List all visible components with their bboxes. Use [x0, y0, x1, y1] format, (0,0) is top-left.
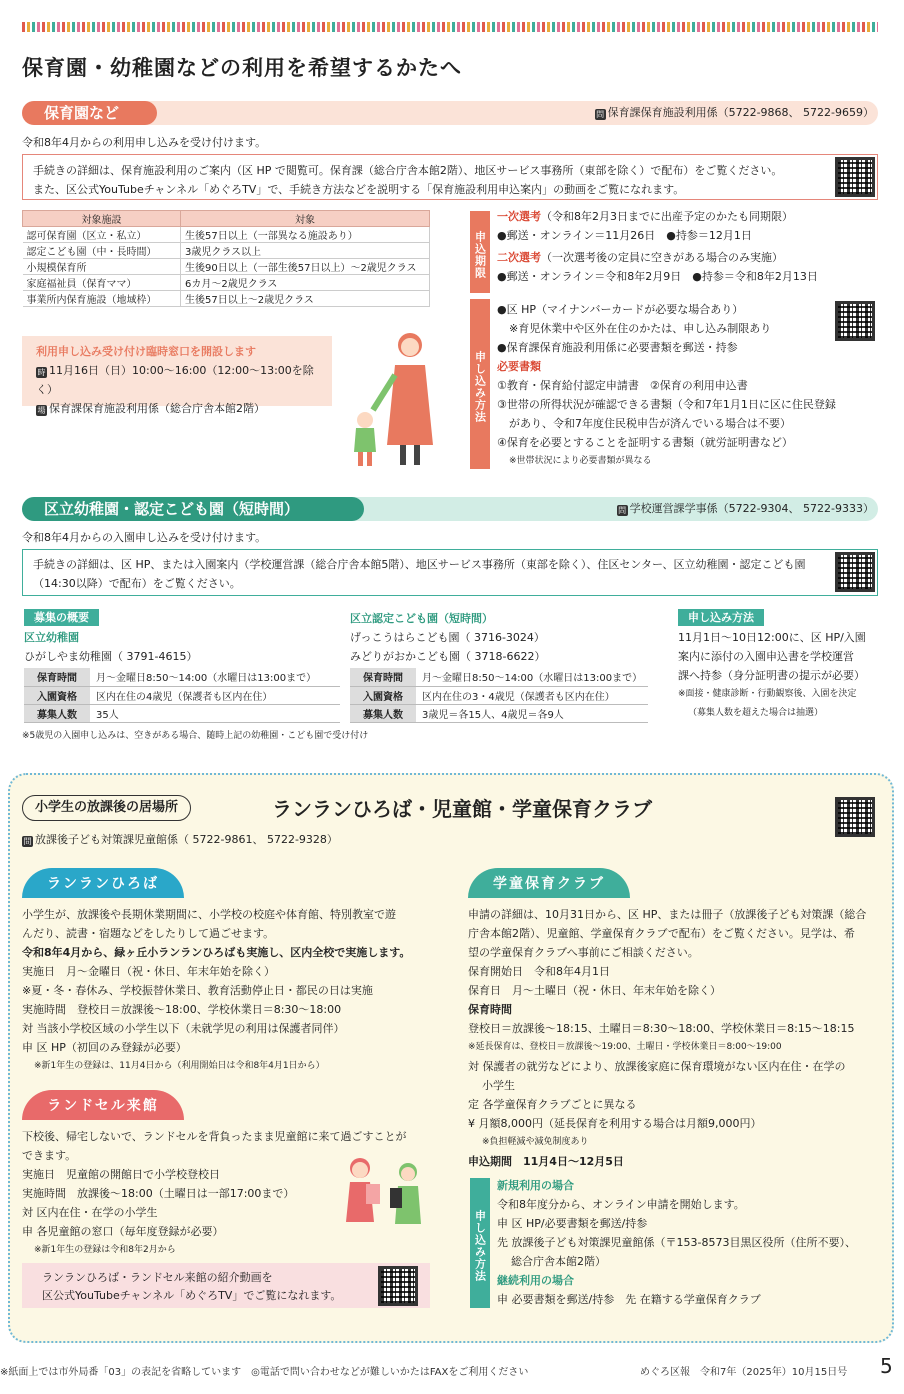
table-key: 募集人数	[350, 704, 416, 722]
period-first-dates: ●郵送・オンライン＝11月26日 ●持参＝12月1日	[497, 229, 752, 242]
detail-note: ※延長保育は、登校日＝放課後～19:00、土曜日・学校休業日＝8:00～19:00	[468, 1042, 782, 1052]
phone-icon: 問	[618, 506, 627, 515]
overview-label: 募集の概要	[24, 609, 99, 626]
period-second: 二次選考	[497, 251, 541, 264]
clock-icon: 時	[37, 368, 46, 377]
table-key: 入園資格	[350, 686, 416, 704]
detail-line: 実施時間 放課後～18:00（土曜日は一部17:00まで）	[22, 1187, 295, 1200]
table-cell: 家庭福祉員（保育ママ）	[23, 275, 181, 291]
method-line: ①教育・保育給付認定申請書 ②保育の利用申込書	[497, 379, 748, 392]
youchien-method-block	[678, 628, 878, 723]
table-cell: 認定こども園（中・長時間）	[23, 243, 181, 259]
detail-line: 対 区内在住・在学の小学生	[22, 1206, 158, 1219]
detail-line: 対 当該小学校区域の小学生以下（未就学児の利用は保護者同伴）	[22, 1022, 345, 1035]
gakudo-label: 学童保育クラブ	[468, 868, 630, 898]
detail-note: ※新1年生の登録は令和8年2月から	[34, 1245, 176, 1255]
table-key: 募集人数	[24, 704, 90, 722]
gakudo-method-label: 申し込み方法	[470, 1178, 490, 1308]
detail-line: ※夏・冬・春休み、学校振替休業日、教育活動停止日・都民の日は実施	[22, 984, 373, 997]
method-line: 課へ持参（身分証明書の提示が必要）	[678, 669, 865, 682]
period-second-dates: ●郵送・オンライン＝令和8年2月9日 ●持参＝令和8年2月13日	[497, 270, 818, 283]
table-key: 入園資格	[24, 686, 90, 704]
table-cell: 生後57日以上（一部異なる施設あり）	[181, 227, 430, 243]
method-line: があり、令和7年度住民税申告が済んでいる場合は不要）	[509, 417, 791, 430]
method-line: 令和8年度分から、オンライン申請を開始します。	[497, 1198, 745, 1211]
detail-line: 実施日 児童館の開館日で小学校登校日	[22, 1168, 220, 1181]
place-icon: 場	[37, 406, 46, 415]
detail-line: ¥ 月額8,000円（延長保育を利用する場合は月額9,000円）	[468, 1117, 762, 1130]
intro-hoiku: 令和8年4月からの利用申し込みを受け付けます。	[22, 136, 267, 149]
body-line: んだり、読書・宿題などをしたりして過ごせます。	[22, 927, 275, 940]
method-line: ④保育を必要とすることを証明する書類（就労証明書など）	[497, 436, 793, 449]
table-cell: 生後90日以上（一部生後57日以上）～2歳児クラス	[181, 259, 430, 275]
body-line: 申請の詳細は、10月31日から、区 HP、または冊子（放課後子ども対策課（総合	[468, 908, 867, 921]
video-line: 区公式YouTubeチャンネル「めぐろTV」でご覧になれます。	[42, 1289, 342, 1302]
section-label-youchien: 区立幼稚園・認定こども園（短時間）	[22, 497, 364, 521]
table-row	[23, 259, 430, 275]
detail-note: ※負担軽減や減免制度あり	[482, 1137, 589, 1147]
method-block	[497, 300, 877, 471]
info-line: また、区公式YouTubeチャンネル「めぐろTV」で、手続き方法などを説明する「保育施設利用申込案内」の動画をご覧になれます。	[33, 183, 685, 196]
contact-hoiku: 問 保育課保育施設利用係（5722-9868、 5722-9659）	[596, 106, 874, 119]
table-row	[24, 686, 340, 704]
youchien-note: ※5歳児の入園申し込みは、空きがある場合、随時上記の幼稚園・こども園で受け付け	[22, 731, 369, 741]
video-line: ランランひろば・ランドセル来館の紹介動画を	[42, 1271, 273, 1284]
method-line: 申 必要書類を郵送/持参 先 在籍する学童保育クラブ	[497, 1293, 761, 1306]
body-line: 令和8年4月から、緑ヶ丘小ランランひろばも実施し、区内全校で実施します。	[22, 946, 411, 959]
footer-note: ※紙面上では市外局番「03」の表記を省略しています ◎電話で問い合わせなどが難しいかたはFAXをご利用ください	[0, 1367, 529, 1378]
table-row	[23, 227, 430, 243]
table-cell: 区内在住の4歳児（保護者も区内在住）	[90, 686, 340, 704]
nintei-table	[350, 668, 648, 723]
method-line: ●区 HP（マイナンバーカードが必要な場合あり）	[497, 303, 744, 316]
youchien-method-label: 申し込み方法	[678, 609, 764, 626]
table-row	[350, 686, 648, 704]
page-number: 5	[880, 1354, 893, 1378]
info-box-hoiku	[22, 154, 878, 200]
table-cell: 35人	[90, 704, 340, 722]
period-first: 一次選考	[497, 210, 541, 223]
parent-child-illustration	[340, 320, 450, 470]
gakudo-method-block	[497, 1176, 882, 1309]
temp-window-box	[22, 336, 332, 415]
detail-line: 保育日 月～土曜日（祝・休日、年末年始を除く）	[468, 984, 721, 997]
info-line: （14:30以降）で配布）をご覧ください。	[33, 577, 241, 590]
detail-line: 実施時間 登校日＝放課後～18:00、学校休業日＝8:30～18:00	[22, 1003, 342, 1016]
required-docs-title: 必要書類	[497, 360, 541, 373]
table-row	[23, 243, 430, 259]
detail-line: 登校日＝放課後～18:15、土曜日＝8:30～18:00、学校休業日＝8:15～18:15	[468, 1022, 855, 1035]
nintei-title: 区立認定こども園（短時間）	[350, 612, 493, 625]
phone-icon: 問	[23, 837, 32, 846]
method-line: ③世帯の所得状況が確認できる書類（令和7年1月1日に区に住民登録	[497, 398, 836, 411]
table-row	[24, 668, 340, 686]
detail-line: 対 保護者の就労などにより、放課後家庭に保育環境がない区内在住・在学の	[468, 1060, 846, 1073]
info-line: 手続きの詳細は、保育施設利用のご案内（区 HP で閲覧可。保育課（総合庁舎本館2階）、地区サービス事務所（東部を除く）で配布）をご覧ください。	[33, 164, 783, 177]
period-second-note: （一次選考後の定員に空きがある場合のみ実施）	[541, 251, 783, 264]
body-line: 下校後、帰宅しないで、ランドセルを背負ったまま児童館に来て過ごすことが	[22, 1130, 407, 1143]
method-subhead: 新規利用の場合	[497, 1179, 574, 1192]
kuritsu-table	[24, 668, 340, 723]
contact-afterschool: 問 放課後子ども対策課児童館係（ 5722-9861、 5722-9328）	[23, 833, 338, 846]
contact-youchien: 問 学校運営課学事係（5722-9304、 5722-9333）	[618, 502, 874, 515]
body-line: できます。	[22, 1149, 77, 1162]
video-box	[22, 1263, 430, 1308]
decorative-stripe	[22, 22, 878, 32]
table-row	[350, 704, 648, 722]
table-row	[24, 704, 340, 722]
facility-table	[22, 210, 430, 307]
table-cell: 事業所内保育施設（地域枠）	[23, 291, 181, 307]
afterschool-title: ランランひろば・児童館・学童保育クラブ	[272, 797, 652, 821]
kuritsu-name: ひがしやま幼稚園（ 3791-4615）	[24, 650, 198, 663]
table-cell: 認可保育園（区立・私立）	[23, 227, 181, 243]
method-line: ※育児休業中や区外在住のかたは、申し込み制限あり	[509, 322, 772, 335]
table-cell: 3歳児クラス以上	[181, 243, 430, 259]
detail-line: 保育開始日 令和8年4月1日	[468, 965, 610, 978]
detail-line: 申 区 HP（初回のみ登録が必要）	[22, 1041, 187, 1054]
method-note: ※面接・健康診断・行動観察後、入園を決定	[678, 689, 857, 699]
method-line: 先 放課後子ども対策課児童館係（〒153-8573目黒区役所（住所不要）、	[497, 1236, 856, 1249]
page-title: 保育園・幼稚園などの利用を希望するかたへ	[22, 56, 462, 80]
temp-window-time: 時 11月16日（日）10:00～16:00（12:00～13:00を除く）	[36, 364, 314, 396]
body-line: 小学生が、放課後や長期休業期間に、小学校の校庭や体育館、特別教室で遊	[22, 908, 396, 921]
footer-issue: めぐろ区報 令和7年（2025年）10月15日号	[640, 1367, 848, 1378]
section-label-hoiku: 保育園など	[22, 101, 157, 125]
table-row	[23, 275, 430, 291]
gakudo-body	[468, 905, 878, 1171]
nintei-name-1: げっこうはらこども園（ 3716-3024）	[350, 631, 545, 644]
method-note: ※世帯状況により必要書類が異なる	[509, 456, 652, 466]
qr-code[interactable]	[835, 797, 875, 837]
period-block	[497, 207, 877, 286]
body-line: 望の学童保育クラブへ事前にご相談ください。	[468, 946, 699, 959]
phone-icon: 問	[596, 110, 605, 119]
method-label: 申し込み方法	[470, 299, 490, 469]
method-line: ●保育課保育施設利用係に必要書類を郵送・持参	[497, 341, 738, 354]
afterschool-tag: 小学生の放課後の居場所	[22, 795, 191, 821]
method-line: 11月1日～10日12:00に、区 HP/入園	[678, 631, 866, 644]
method-line: 案内に添付の入園申込書を学校運営	[678, 650, 854, 663]
detail-line: 申 各児童館の窓口（毎年度登録が必要）	[22, 1225, 224, 1238]
method-note: （募集人数を超えた場合は抽選）	[688, 708, 824, 718]
table-cell: 6カ月～2歳児クラス	[181, 275, 430, 291]
detail-note: ※新1年生の登録は、11月4日から（利用開始日は令和8年4月1日から）	[34, 1061, 325, 1071]
body-line: 庁舎本館2階）、児童館、学童保育クラブで配布）をご覧ください。見学は、希	[468, 927, 855, 940]
table-row	[23, 291, 430, 307]
children-illustration	[330, 1148, 440, 1258]
period-label: 申込期限	[470, 211, 490, 293]
randoseru-label: ランドセル来館	[22, 1090, 184, 1120]
info-line: 手続きの詳細は、区 HP、または入園案内（学校運営課（総合庁舎本館5階）、地区サービス事務所（東部を除く）、住区センター、区立幼稚園・認定こども園	[33, 558, 806, 571]
ranran-body	[22, 905, 442, 1076]
qr-code[interactable]	[835, 301, 875, 341]
ranran-label: ランランひろば	[22, 868, 184, 898]
table-row	[350, 668, 648, 686]
table-cell: 3歳児＝各15人、4歳児＝各9人	[416, 704, 648, 722]
detail-line: 実施日 月～金曜日（祝・休日、年末年始を除く）	[22, 965, 275, 978]
table-header: 対象施設	[23, 211, 181, 227]
method-subhead: 継続利用の場合	[497, 1274, 574, 1287]
qr-code[interactable]	[378, 1266, 418, 1306]
detail-line: 申込期間 11月4日～12月5日	[468, 1155, 624, 1168]
temp-window-place: 場 保育課保育施設利用係（総合庁舎本館2階）	[37, 402, 265, 415]
temp-window-title: 利用申し込み受け付け臨時窓口を開設します	[36, 345, 256, 358]
info-box-youchien	[22, 549, 878, 596]
table-cell: 生後57日以上～2歳児クラス	[181, 291, 430, 307]
table-key: 保育時間	[24, 668, 90, 686]
nintei-name-2: みどりがおかこども園（ 3718-6622）	[350, 650, 546, 663]
detail-line: 小学生	[482, 1079, 515, 1092]
qr-code[interactable]	[835, 552, 875, 592]
detail-line: 定 各学童保育クラブごとに異なる	[468, 1098, 637, 1111]
table-cell: 小規模保育所	[23, 259, 181, 275]
table-cell: 月～金曜日8:50～14:00（水曜日は13:00まで）	[416, 668, 648, 686]
table-header: 対象	[181, 211, 430, 227]
kuritsu-title: 区立幼稚園	[24, 631, 79, 644]
table-key: 保育時間	[350, 668, 416, 686]
detail-line: 保育時間	[468, 1003, 512, 1016]
qr-code[interactable]	[835, 157, 875, 197]
table-cell: 区内在住の3・4歳児（保護者も区内在住）	[416, 686, 648, 704]
table-cell: 月～金曜日8:50～14:00（水曜日は13:00まで）	[90, 668, 340, 686]
method-line: 申 区 HP/必要書類を郵送/持参	[497, 1217, 648, 1230]
method-line: 総合庁舎本館2階）	[511, 1255, 606, 1268]
intro-youchien: 令和8年4月からの入園申し込みを受け付けます。	[22, 531, 267, 544]
period-first-note: （令和8年2月3日までに出産予定のかたも同期限）	[541, 210, 793, 223]
